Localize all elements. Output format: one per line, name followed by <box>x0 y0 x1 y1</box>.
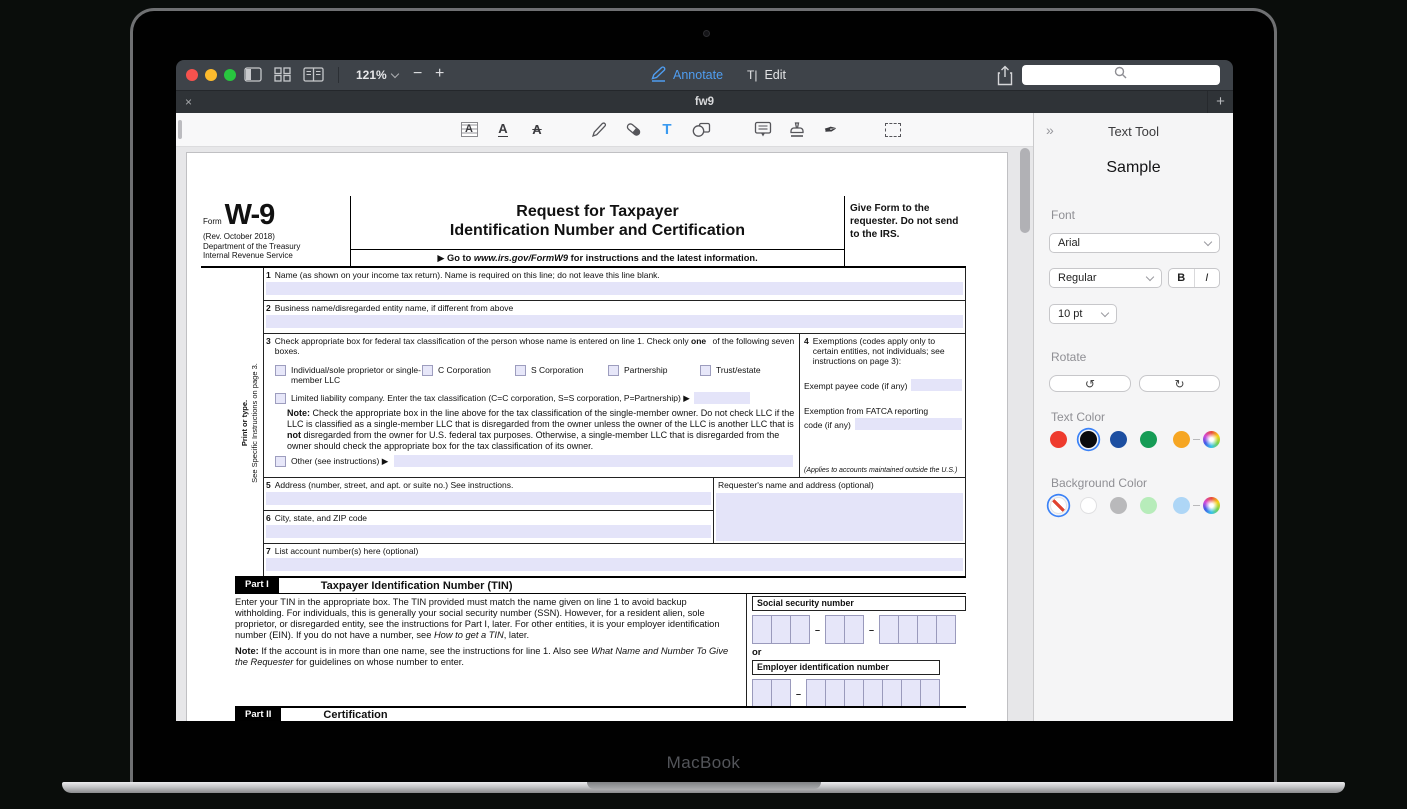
w9-title: Request for Taxpayer Identification Number and Certification <box>449 203 746 239</box>
background-color-green[interactable] <box>1140 497 1157 514</box>
bold-italic-group <box>1168 268 1220 288</box>
font-style-select[interactable]: Regular <box>1049 268 1162 288</box>
input-city-state-zip[interactable] <box>266 525 711 538</box>
vertical-scrollbar[interactable] <box>1020 148 1030 233</box>
font-size-select[interactable]: 10 pt <box>1049 304 1117 324</box>
part1-note: Note: If the account is in more than one name, see the instructions for line 1. Also see What Name and Number To Give the Requester for guidelines on whose number to enter. <box>235 646 729 667</box>
zoom-level-dropdown[interactable]: 121% <box>356 60 398 90</box>
w9-goto-line: ▶ Go to www.irs.gov/FormW9 for instructions and the latest information. <box>351 249 844 266</box>
rotate-ccw-button[interactable] <box>1049 375 1131 392</box>
annotate-pen-icon <box>650 66 667 85</box>
signature-tool-button[interactable]: ✒ <box>822 118 840 141</box>
italic-button[interactable]: I <box>1205 272 1209 284</box>
checkbox-llc[interactable] <box>275 393 286 404</box>
collapse-panel-icon[interactable]: » <box>1046 122 1054 138</box>
part1-instructions: Enter your TIN in the appropriate box. The TIN provided must match the name given on line 1 to avoid backup withholding. For individuals, this is generally your social security number (SSN). However, for a resident alien, sole proprietor, or disregarded entity, see the instructions for Part I, later. For other entities, it is your employer identification number (EIN). If you do not have a number, see How to get a TIN, later. <box>235 597 720 640</box>
background-color-label: Background Color <box>1051 476 1148 490</box>
input-address[interactable] <box>266 492 711 505</box>
pencil-tool-button[interactable] <box>589 119 609 141</box>
new-tab-button[interactable]: + <box>1207 91 1233 114</box>
annotate-mode-button[interactable]: Annotate <box>650 60 723 90</box>
checkbox-other[interactable] <box>275 456 286 467</box>
font-section-label: Font <box>1051 208 1076 222</box>
ein-cell[interactable] <box>920 679 940 708</box>
search-input[interactable] <box>1127 68 1128 82</box>
font-family-select[interactable]: Arial <box>1049 233 1220 253</box>
text-tool-button[interactable]: T <box>662 121 672 138</box>
swatch-divider <box>1193 505 1200 506</box>
webcam-icon <box>703 30 710 37</box>
background-color-white[interactable] <box>1080 497 1097 514</box>
give-form-note: Give Form to the requester. Do not send to the IRS. <box>850 203 959 240</box>
swatch-divider <box>1193 439 1200 440</box>
stamp-tool-button[interactable] <box>787 119 807 141</box>
w9-page <box>186 152 1008 721</box>
shapes-tool-button[interactable] <box>691 119 711 141</box>
ssn-label-box: Social security number <box>752 596 966 611</box>
ein-cell[interactable] <box>806 679 826 708</box>
part1-body <box>235 594 966 706</box>
two-page-view-icon[interactable] <box>303 67 324 87</box>
input-fatca-code[interactable] <box>855 418 962 430</box>
or-label: or <box>752 647 762 658</box>
highlight-tool-button[interactable]: A <box>459 119 479 141</box>
text-color-wheel[interactable] <box>1203 431 1220 448</box>
background-color-gray[interactable] <box>1110 497 1127 514</box>
requester-label: Requester's name and address (optional) <box>718 480 874 490</box>
rotate-cw-icon: ↻ <box>1174 376 1185 391</box>
macbook-base-notch <box>587 782 821 789</box>
annotation-toolbar <box>176 113 1033 147</box>
w9-header <box>201 196 966 268</box>
ssn-cell[interactable] <box>844 615 864 644</box>
sidebar-toggle-icon[interactable] <box>244 67 262 87</box>
minimize-window-button[interactable] <box>205 69 217 81</box>
ssn-cell[interactable] <box>771 615 791 644</box>
search-icon <box>1114 66 1127 84</box>
text-color-red[interactable] <box>1050 431 1067 448</box>
ssn-cell[interactable] <box>917 615 937 644</box>
ein-cell[interactable] <box>825 679 845 708</box>
panel-drag-handle[interactable] <box>178 120 182 139</box>
chevron-down-icon <box>390 69 398 77</box>
input-name[interactable] <box>266 282 963 295</box>
w9-field-table: Print or type. See Specific Instructions on page 3. 1 Name (as shown on your income tax return). Name is required on this line; do not leave this line blank. 2 Business name/disregarded entity name, if different from above 3 Check appropriate box for federal tax classification of the person whose name is entered on line 1. Check only one of the following seven boxes. Individual/sole proprietor or single-member LLC C Corporation S Corporation Partnership Trust/estate Limited liability company. Enter the tax classification (C=C corporation, S=S corporation, P=Partnership) ▶ Note: Check the appropriate box in the line above for the tax classification of the single-member owner. Do not check LLC if the LLC is classified as a single-member LLC that is disregarded from the owner unless the owner of the LLC is another LLC that is not disregarded from the owner for U.S. federal tax purposes. Otherwise, a single-member LLC that is disregarded from the owner should check the appropriate box for the tax classification of its owner. Other (see instructions) ▶ 4 Exemptions (codes apply only to certain entities, not individuals; see instructions on page 3): Exempt payee code (if any) Exemption from FATCA reporting code (if any) (Applies to accounts maintained outside the U.S.) 5 Address (number, street, and apt. or suite no.) See instructions. 6 City, state, and ZIP code Requester's name and address (optional) 7 List account number(s) here (optional) <box>263 268 966 576</box>
text-color-green[interactable] <box>1140 431 1157 448</box>
zoom-window-button[interactable] <box>224 69 236 81</box>
close-window-button[interactable] <box>186 69 198 81</box>
ein-cell[interactable] <box>771 679 791 708</box>
background-color-swatches <box>1050 497 1220 514</box>
rotate-section-label: Rotate <box>1051 350 1087 364</box>
ssn-cell[interactable] <box>898 615 918 644</box>
thumbnail-grid-icon[interactable] <box>274 67 291 87</box>
ssn-cell[interactable] <box>936 615 956 644</box>
sample-preview: Sample <box>1106 159 1161 176</box>
chevron-down-icon <box>1204 237 1212 245</box>
ein-cell[interactable] <box>844 679 864 708</box>
background-color-wheel[interactable] <box>1203 497 1220 514</box>
ein-cell[interactable] <box>863 679 883 708</box>
checkbox-s-corporation[interactable] <box>515 365 526 376</box>
text-tool-panel <box>1033 113 1233 721</box>
eraser-tool-button[interactable] <box>623 119 643 141</box>
text-color-orange[interactable] <box>1173 431 1190 448</box>
traffic-lights <box>186 69 236 81</box>
ein-cell[interactable] <box>882 679 902 708</box>
ein-cells: – <box>752 679 966 708</box>
fatca-applies-note: (Applies to accounts maintained outside the U.S.) <box>804 467 958 474</box>
pdf-app-window <box>176 60 1233 721</box>
underline-tool-button[interactable]: A <box>498 121 508 136</box>
ein-cell[interactable] <box>901 679 921 708</box>
input-other[interactable] <box>394 455 793 467</box>
background-color-none[interactable] <box>1050 497 1067 514</box>
note-tool-button[interactable] <box>753 119 773 141</box>
print-or-type-note: Print or type. See Specific Instructions on page 3. <box>240 363 259 483</box>
ein-label-box: Employer identification number <box>752 660 940 675</box>
text-color-swatches <box>1050 431 1220 448</box>
text-color-blue[interactable] <box>1110 431 1127 448</box>
input-business-name[interactable] <box>266 315 963 328</box>
tab-close-icon[interactable]: × <box>185 95 193 109</box>
checkbox-trust-estate[interactable] <box>700 365 711 376</box>
zoom-in-button[interactable]: + <box>435 65 445 82</box>
text-color-label: Text Color <box>1051 410 1106 424</box>
rotate-cw-button[interactable] <box>1139 375 1220 392</box>
checkbox-partnership[interactable] <box>608 365 619 376</box>
panel-title: Text Tool <box>1107 124 1160 139</box>
tab-title[interactable]: fw9 <box>694 96 715 108</box>
input-requester[interactable] <box>716 493 963 541</box>
bold-button[interactable]: B <box>1169 269 1195 287</box>
rotate-ccw-icon: ↺ <box>1084 376 1096 391</box>
share-button[interactable] <box>996 65 1014 91</box>
edit-mode-button[interactable]: T| Edit <box>747 68 786 82</box>
edit-text-icon: T| <box>747 68 758 82</box>
w9-form-number: W-9 <box>224 199 275 231</box>
input-llc-classification[interactable] <box>694 392 750 404</box>
ssn-cell[interactable] <box>825 615 845 644</box>
background-color-blue[interactable] <box>1173 497 1190 514</box>
tab-bar <box>176 90 1233 113</box>
ein-cell[interactable] <box>752 679 772 708</box>
chevron-down-icon <box>1146 272 1154 280</box>
part1-header: Part I Taxpayer Identification Number (TIN) <box>235 576 966 594</box>
part1-badge: Part I <box>235 577 279 593</box>
ssn-cell[interactable] <box>879 615 899 644</box>
document-pane <box>176 113 1033 721</box>
zoom-out-button[interactable]: − <box>413 65 423 82</box>
pdf-scroll-area[interactable] <box>176 147 1033 721</box>
w9-form-id-block: Form W-9 (Rev. October 2018) Department of the Treasury Internal Revenue Service <box>201 196 351 266</box>
chevron-down-icon <box>1101 308 1109 316</box>
macbook-brand-label: MacBook <box>666 753 741 772</box>
checkbox-c-corporation[interactable] <box>422 365 433 376</box>
part2-header: Part II Certification <box>235 706 966 721</box>
part2-badge: Part II <box>235 707 281 722</box>
text-color-black[interactable] <box>1080 431 1097 448</box>
strikeout-tool-button[interactable]: A <box>532 122 542 137</box>
ssn-cell[interactable] <box>790 615 810 644</box>
macbook-base <box>62 782 1345 793</box>
app-toolbar <box>176 60 1233 90</box>
toolbar-separator <box>338 67 339 83</box>
input-account-numbers[interactable] <box>266 558 963 571</box>
llc-note: Note: Check the appropriate box in the line above for the tax classification of the single-member owner. Do not check LLC if the LLC is classified as a single-member LLC that is disregarded from the owner unless the owner of the LLC is another LLC that is not disregarded from the owner for U.S. federal tax purposes. Otherwise, a single-member LLC that is disregarded from the owner should check the appropriate box for the tax classification of its owner. <box>287 408 795 451</box>
checkbox-individual[interactable] <box>275 365 286 376</box>
input-exempt-payee-code[interactable] <box>911 379 962 391</box>
ssn-cell[interactable] <box>752 615 772 644</box>
select-tool-button[interactable] <box>883 119 903 141</box>
ssn-cells: – – <box>752 615 966 644</box>
search-field[interactable] <box>1022 65 1220 85</box>
